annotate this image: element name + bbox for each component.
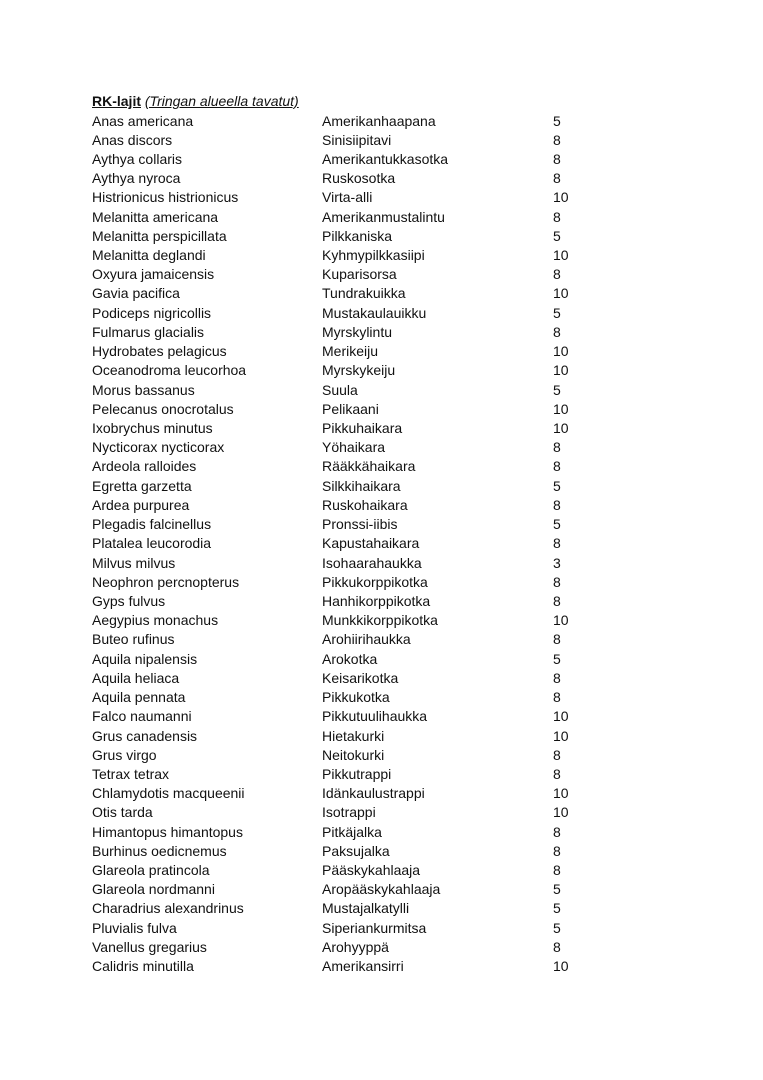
species-row <box>0 457 763 476</box>
rarity-value: 8 <box>553 689 561 706</box>
scientific-name: Grus virgo <box>92 746 157 763</box>
scientific-name: Falco naumanni <box>92 708 192 725</box>
rarity-value: 10 <box>553 362 569 379</box>
finnish-name: Ruskohaikara <box>322 496 408 513</box>
rarity-value: 8 <box>553 131 561 148</box>
finnish-name: Ruskosotka <box>322 170 396 187</box>
rarity-value: 10 <box>553 400 569 417</box>
species-row <box>0 150 763 169</box>
scientific-name: Milvus milvus <box>92 554 176 571</box>
species-row <box>0 765 763 784</box>
rarity-value: 10 <box>553 420 569 436</box>
species-row <box>0 669 763 688</box>
finnish-name: Arokotka <box>322 650 378 667</box>
rarity-value: 10 <box>553 804 569 821</box>
scientific-name: Melanitta perspicillata <box>92 227 227 244</box>
scientific-name: Pelecanus onocrotalus <box>92 400 234 417</box>
rarity-value: 10 <box>553 247 569 264</box>
finnish-name: Yöhaikara <box>322 439 386 456</box>
scientific-name: Hydrobates pelagicus <box>92 343 227 360</box>
rarity-value: 8 <box>553 170 561 187</box>
finnish-name: Pikkutrappi <box>322 765 392 782</box>
scientific-name: Aquila pennata <box>92 689 186 706</box>
scientific-name: Morus bassanus <box>92 381 195 398</box>
rarity-value: 5 <box>553 381 561 398</box>
scientific-name: Oxyura jamaicensis <box>92 266 215 283</box>
rarity-value: 8 <box>553 862 561 879</box>
rarity-value: 3 <box>553 554 561 571</box>
species-list <box>0 112 763 977</box>
scientific-name: Aegypius monachus <box>92 612 219 629</box>
finnish-name: Amerikanmustalintu <box>322 208 445 225</box>
rarity-value: 8 <box>553 458 561 475</box>
scientific-name: Plegadis falcinellus <box>92 516 212 533</box>
rarity-value: 8 <box>553 323 561 340</box>
scientific-name: Ardeola ralloides <box>92 458 197 475</box>
rarity-value: 5 <box>553 477 561 494</box>
scientific-name: Pluvialis fulva <box>92 919 177 936</box>
scientific-name: Calidris minutilla <box>92 958 194 975</box>
scientific-name: Platalea leucorodia <box>92 535 212 552</box>
species-row <box>0 688 763 707</box>
finnish-name: Keisarikotka <box>322 669 399 686</box>
finnish-name: Suula <box>322 381 358 398</box>
rarity-value: 8 <box>553 266 561 283</box>
rarity-value: 5 <box>553 900 561 917</box>
finnish-name: Siperiankurmitsa <box>322 919 427 936</box>
scientific-name: Glareola nordmanni <box>92 881 215 898</box>
finnish-name: Arohyyppä <box>322 938 389 955</box>
finnish-name: Tundrakuikka <box>322 285 406 302</box>
rarity-value: 8 <box>553 150 561 167</box>
species-row <box>0 246 763 265</box>
species-row <box>0 342 763 361</box>
finnish-name: Pääskykahlaaja <box>322 862 421 879</box>
rarity-value: 10 <box>553 285 569 302</box>
scientific-name: Ardea purpurea <box>92 496 190 513</box>
species-row <box>0 727 763 746</box>
species-row <box>0 169 763 188</box>
species-row <box>0 899 763 918</box>
species-row <box>0 823 763 842</box>
scientific-name: Burhinus oedicnemus <box>92 842 227 859</box>
finnish-name: Kuparisorsa <box>322 266 397 283</box>
rarity-value: 5 <box>553 112 561 129</box>
rarity-value: 8 <box>553 535 561 552</box>
rarity-value: 5 <box>553 881 561 898</box>
species-row <box>0 361 763 380</box>
finnish-name: Amerikantukkasotka <box>322 150 449 167</box>
finnish-name: Pelikaani <box>322 400 379 417</box>
document-heading <box>92 92 299 111</box>
scientific-name: Oceanodroma leucorhoa <box>92 362 247 379</box>
species-row <box>0 938 763 957</box>
rarity-value: 8 <box>553 208 561 225</box>
scientific-name: Anas discors <box>92 131 173 148</box>
species-row <box>0 438 763 457</box>
rarity-value: 10 <box>553 189 569 206</box>
rarity-value: 8 <box>553 842 561 859</box>
finnish-name: Mustajalkatylli <box>322 900 410 917</box>
species-row <box>0 534 763 553</box>
rarity-value: 10 <box>553 785 569 802</box>
scientific-name: Charadrius alexandrinus <box>92 900 244 917</box>
finnish-name: Mustakaulauikku <box>322 304 427 321</box>
rarity-value: 5 <box>553 304 561 321</box>
species-row <box>0 188 763 207</box>
finnish-name: Hanhikorppikotka <box>322 592 431 609</box>
rarity-value: 8 <box>553 938 561 955</box>
rarity-value: 10 <box>553 958 569 975</box>
finnish-name: Pikkuhaikara <box>322 420 403 436</box>
species-row <box>0 208 763 227</box>
finnish-name: Pikkukotka <box>322 689 390 706</box>
finnish-name: Hietakurki <box>322 727 385 744</box>
finnish-name: Kyhmypilkkasiipi <box>322 247 425 264</box>
rarity-value: 8 <box>553 765 561 782</box>
rarity-value: 5 <box>553 227 561 244</box>
rarity-value: 10 <box>553 727 569 744</box>
rarity-value: 8 <box>553 746 561 763</box>
rarity-value: 10 <box>553 708 569 725</box>
species-row <box>0 746 763 765</box>
species-row <box>0 919 763 938</box>
species-row <box>0 957 763 976</box>
species-row <box>0 284 763 303</box>
rarity-value: 5 <box>553 516 561 533</box>
scientific-name: Otis tarda <box>92 804 153 821</box>
finnish-name: Virta-alli <box>322 189 373 206</box>
rarity-value: 8 <box>553 631 561 648</box>
scientific-name: Ixobrychus minutus <box>92 420 213 436</box>
species-row <box>0 592 763 611</box>
rarity-value: 5 <box>553 650 561 667</box>
finnish-name: Pronssi-iibis <box>322 516 398 533</box>
scientific-name: Aythya nyroca <box>92 170 181 187</box>
scientific-name: Glareola pratincola <box>92 862 210 879</box>
species-row <box>0 131 763 150</box>
species-row <box>0 861 763 880</box>
scientific-name: Chlamydotis macqueenii <box>92 785 245 802</box>
rarity-value: 10 <box>553 612 569 629</box>
finnish-name: Myrskykeiju <box>322 362 396 379</box>
finnish-name: Rääkkähaikara <box>322 458 416 475</box>
finnish-name: Myrskylintu <box>322 323 393 340</box>
species-row <box>0 630 763 649</box>
scientific-name: Neophron percnopterus <box>92 573 240 590</box>
scientific-name: Aquila nipalensis <box>92 650 198 667</box>
species-row <box>0 573 763 592</box>
finnish-name: Idänkaulustrappi <box>322 785 425 802</box>
species-row <box>0 323 763 342</box>
species-row <box>0 611 763 630</box>
finnish-name: Amerikanhaapana <box>322 112 436 129</box>
species-row <box>0 707 763 726</box>
scientific-name: Melanitta americana <box>92 208 219 225</box>
species-row <box>0 554 763 573</box>
rarity-value: 10 <box>553 343 569 360</box>
finnish-name: Pilkkaniska <box>322 227 393 244</box>
species-row <box>0 803 763 822</box>
finnish-name: Silkkihaikara <box>322 477 401 494</box>
species-row <box>0 304 763 323</box>
species-row <box>0 496 763 515</box>
species-row <box>0 419 763 438</box>
finnish-name: Paksujalka <box>322 842 390 859</box>
finnish-name: Aropääskykahlaaja <box>322 881 441 898</box>
rarity-value: 8 <box>553 669 561 686</box>
rarity-value: 8 <box>553 496 561 513</box>
finnish-name: Sinisiipitavi <box>322 131 392 148</box>
species-row <box>0 842 763 861</box>
finnish-name: Pikkutuulihaukka <box>322 708 428 725</box>
finnish-name: Pikkukorppikotka <box>322 573 428 590</box>
rarity-value: 5 <box>553 919 561 936</box>
scientific-name: Anas americana <box>92 112 194 129</box>
species-row <box>0 227 763 246</box>
species-row <box>0 515 763 534</box>
scientific-name: Buteo rufinus <box>92 631 175 648</box>
finnish-name: Arohiirihaukka <box>322 631 411 648</box>
scientific-name: Histrionicus histrionicus <box>92 189 239 206</box>
rarity-value: 8 <box>553 439 561 456</box>
scientific-name: Egretta garzetta <box>92 477 192 494</box>
scientific-name: Nycticorax nycticorax <box>92 439 225 456</box>
scientific-name: Tetrax tetrax <box>92 765 170 782</box>
finnish-name: Neitokurki <box>322 746 385 763</box>
scientific-name: Aquila heliaca <box>92 669 180 686</box>
scientific-name: Aythya collaris <box>92 150 183 167</box>
species-row <box>0 880 763 899</box>
heading-subtitle: (Tringan alueella tavatut) <box>144 93 299 109</box>
rarity-value: 8 <box>553 592 561 609</box>
finnish-name: Isohaarahaukka <box>322 554 422 571</box>
scientific-name: Gyps fulvus <box>92 592 166 609</box>
heading-title: RK-lajit <box>92 93 141 109</box>
scientific-name: Himantopus himantopus <box>92 823 243 840</box>
rarity-value: 8 <box>553 573 561 590</box>
species-row <box>0 477 763 496</box>
species-row <box>0 265 763 284</box>
scientific-name: Vanellus gregarius <box>92 938 207 955</box>
scientific-name: Gavia pacifica <box>92 285 180 302</box>
finnish-name: Merikeiju <box>322 343 379 360</box>
species-row <box>0 784 763 803</box>
scientific-name: Fulmarus glacialis <box>92 323 205 340</box>
scientific-name: Podiceps nigricollis <box>92 304 212 321</box>
scientific-name: Grus canadensis <box>92 727 198 744</box>
finnish-name: Amerikansirri <box>322 958 404 975</box>
finnish-name: Kapustahaikara <box>322 535 420 552</box>
finnish-name: Isotrappi <box>322 804 376 821</box>
rarity-value: 8 <box>553 823 561 840</box>
finnish-name: Pitkäjalka <box>322 823 382 840</box>
species-row <box>0 400 763 419</box>
species-row <box>0 112 763 131</box>
species-row <box>0 650 763 669</box>
scientific-name: Melanitta deglandi <box>92 247 206 264</box>
species-row <box>0 381 763 400</box>
finnish-name: Munkkikorppikotka <box>322 612 438 629</box>
